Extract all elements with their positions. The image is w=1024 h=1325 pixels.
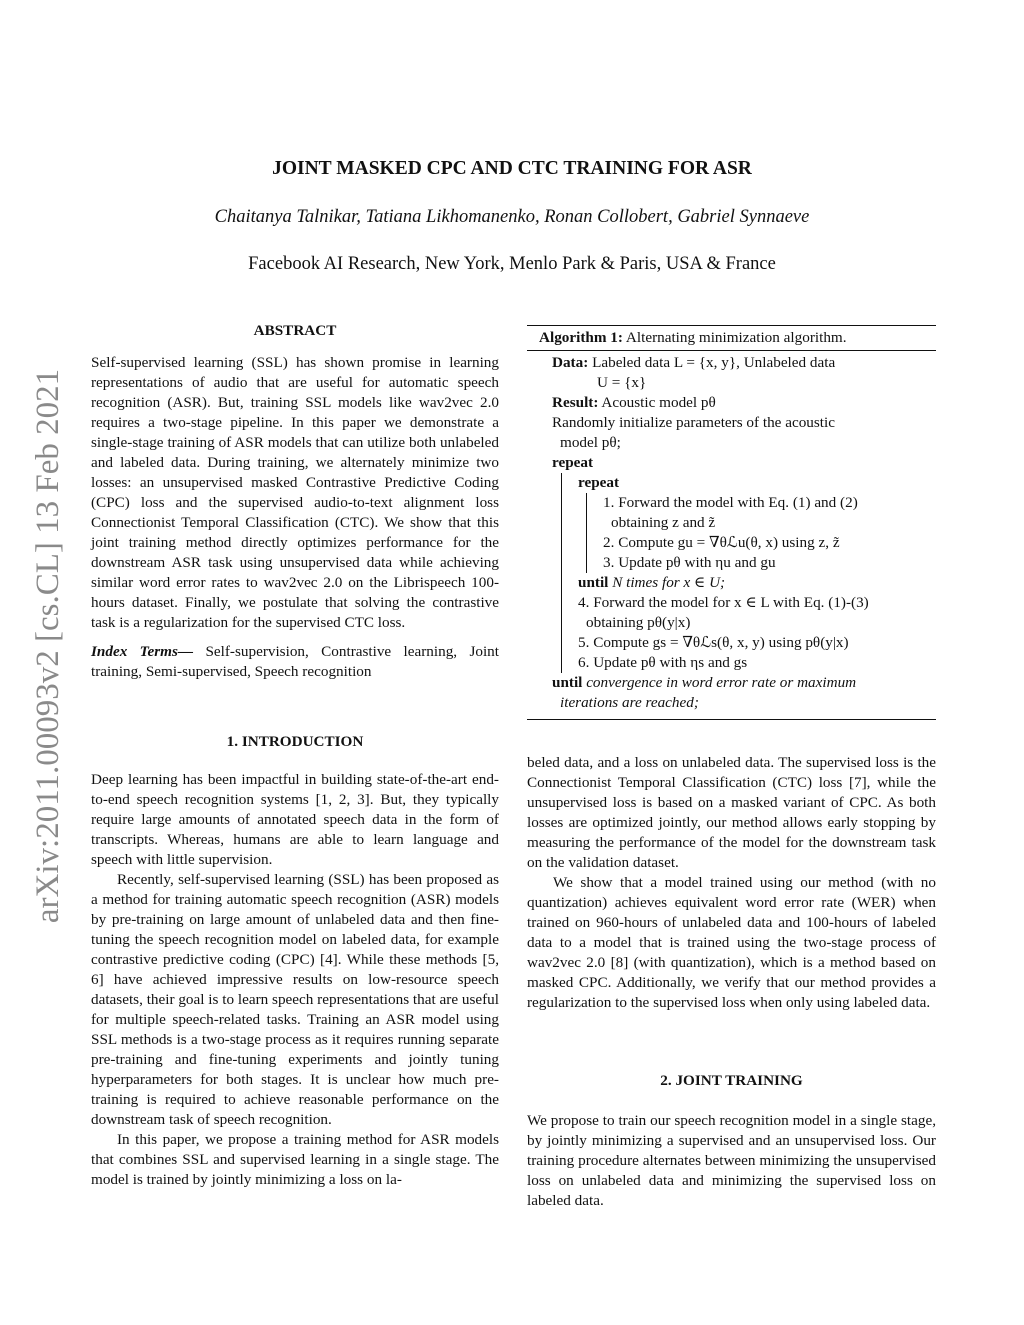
algorithm-caption-label: Algorithm 1: <box>539 329 623 346</box>
algorithm-init-line: Randomly initialize parameters of the acoustic <box>552 414 835 431</box>
algorithm-box <box>527 325 936 720</box>
intro-paragraph-1: Deep learning has been impactful in building state-of-the-art end-to-end speech recognition systems [1, 2, 3]. But, they typically require large amounts of annotated speech data in the form of transcripts. Whereas, humans are able to learn language and speech with little supervision. <box>91 771 499 868</box>
intro-paragraph-4: We show that a model trained using our method (with no quantization) achieves equivalent word error rate (WER) when trained on 960-hours of unlabeled data and 100-hours of labeled data to a model that is trained using the two-stage process of wav2vec 2.0 [8] (with quantization), which is a method based on masked CPC. Additionally, we verify that our method provides a regularization to the supervised loss when only using labeled data. <box>527 874 936 1011</box>
index-terms <box>91 642 499 682</box>
algorithm-step-3: 3. Update pθ with ηu and gu <box>603 554 776 571</box>
paper-title: JOINT MASKED CPC AND CTC TRAINING FOR ASR <box>272 158 752 179</box>
introduction-right-body <box>527 753 936 1013</box>
joint-training-body <box>527 1111 936 1211</box>
algorithm-step-2: 2. Compute gu = ∇θℒu(θ, x) using z, z̃ <box>603 534 840 551</box>
intro-paragraph-3-start: In this paper, we propose a training method for ASR models that combines SSL and supervised learning in a single stage. The model is trained by jointly minimizing a loss on la- <box>91 1131 499 1188</box>
algorithm-step-4: 4. Forward the model for x ∈ L with Eq. (1)-(3) <box>578 594 869 611</box>
abstract-heading: ABSTRACT <box>253 322 337 339</box>
index-terms-text: Self-supervision, Contrastive learning, Joint training, Semi-supervised, Speech recognition <box>91 643 499 680</box>
algorithm-result-line: Result: Acoustic model pθ <box>552 394 716 411</box>
intro-paragraph-2: Recently, self-supervised learning (SSL) has been proposed as a method for training automatic speech recognition (ASR) models by pre-training on large amount of unlabeled data and then fine-tuning the speech recognition model on labeled data, for example contrastive predictive coding (CPC) [4]. While these methods [5, 6] have achieved impressive results on low-resource speech datasets, their goal is to learn speech representations that are useful for multiple speech-related tasks. Training an ASR model using SSL methods is a two-stage process as it requires running separate pre-training and fine-tuning experiments and jointly tuning hyperparameters for both stages. It is unclear how much pre-training is required to achieve reasonable performance on the downstream task of speech recognition. <box>91 871 499 1128</box>
algorithm-repeat-outer: repeat <box>552 454 594 471</box>
joint-training-paragraph-1: We propose to train our speech recognition model in a single stage, by jointly minimizing a supervised and an unsupervised loss. Our training procedure alternates between minimizing the unsupervised loss on unlabeled data and minimizing the supervised loss on labeled data. <box>527 1112 936 1209</box>
affiliation: Facebook AI Research, New York, Menlo Park & Paris, USA & France <box>248 254 776 274</box>
algorithm-step-1-continuation: obtaining z and z̃ <box>611 514 716 531</box>
algorithm-data-line: Data: Labeled data L = {x, y}, Unlabeled data <box>552 354 836 371</box>
algorithm-step-6: 6. Update pθ with ηs and gs <box>578 654 748 671</box>
abstract-text: Self-supervised learning (SSL) has shown promise in learning representations of audio that are useful for automatic speech recognition (ASR). But, training SSL models like wav2vec 2.0 requires a two-stage pipeline. In this paper we demonstrate a single-stage training of ASR models that can utilize both unlabeled and labeled data. During training, we alternately minimize two losses: an unsupervised masked Contrastive Predictive Coding (CPC) loss and the supervised audio-to-text alignment loss Connectionist Temporal Classification (CTC). We show that this joint training method directly optimizes performance for the downstream ASR task using unsupervised data while achieving similar word error rates to wav2vec 2.0 on the Librispeech 100-hours dataset. Finally, we postulate that solving the contrastive task is a regularization for the supervised CTC loss. <box>91 354 499 631</box>
algorithm-step-4-continuation: obtaining pθ(y|x) <box>586 614 691 631</box>
algorithm-until-outer-continuation: iterations are reached; <box>560 694 699 711</box>
algorithm-init-continuation: model pθ; <box>560 434 621 451</box>
algorithm-caption-text: Alternating minimization algorithm. <box>625 329 847 346</box>
algorithm-until-inner: until N times for x ∈ U; <box>578 574 726 591</box>
abstract-body <box>91 353 499 682</box>
index-terms-label: Index Terms— <box>91 643 194 660</box>
algorithm-caption <box>527 326 936 350</box>
algorithm-outer-loop-body <box>561 473 936 673</box>
introduction-heading: 1. INTRODUCTION <box>226 733 364 750</box>
intro-paragraph-3-end: beled data, and a loss on unlabeled data. The supervised loss is the Connectionist Temporal Classification (CTC) loss [7], while the unsupervised loss is based on a masked variant of CPC. As both losses are optimized jointly, our method allows early stopping by measuring the performance of the model for the downstream task on the validation dataset. <box>527 754 936 871</box>
author-list: Chaitanya Talnikar, Tatiana Likhomanenko, Ronan Collobert, Gabriel Synnaeve <box>214 207 810 227</box>
algorithm-step-1: 1. Forward the model with Eq. (1) and (2) <box>603 494 858 511</box>
algorithm-repeat-inner: repeat <box>578 474 620 491</box>
algorithm-step-5: 5. Compute gs = ∇θℒs(θ, x, y) using pθ(y|x) <box>578 634 849 651</box>
joint-training-heading: 2. JOINT TRAINING <box>660 1072 803 1089</box>
introduction-left-body <box>91 770 499 1190</box>
arxiv-identifier-stamp: arXiv:2011.00093v2 [cs.CL] 13 Feb 2021 <box>30 368 66 924</box>
algorithm-until-outer: until convergence in word error rate or maximum <box>552 674 857 691</box>
algorithm-inner-loop-body <box>586 493 936 573</box>
algorithm-data-continuation: U = {x} <box>597 374 647 391</box>
